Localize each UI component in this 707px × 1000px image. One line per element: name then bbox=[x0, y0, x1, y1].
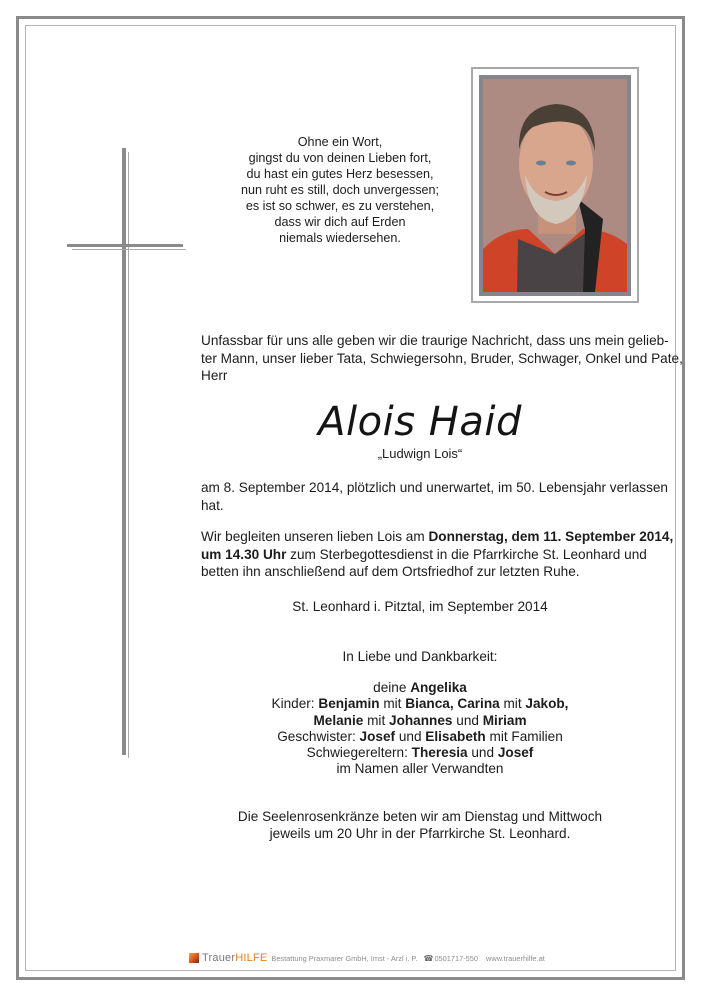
rosary-line: jeweils um 20 Uhr in der Pfarrkirche St. Leonhard. bbox=[269, 826, 571, 841]
poem-line: niemals wiedersehen. bbox=[279, 231, 401, 245]
family-spouse bbox=[180, 680, 660, 696]
place-date: St. Leonhard i. Pitztal, im September 2014 bbox=[292, 599, 548, 614]
rosary-line: Die Seelenrosenkränze beten wir am Dienstag und Mittwoch bbox=[237, 809, 603, 824]
brand-part-2: HILFE bbox=[235, 952, 268, 964]
thanks-heading: In Liebe und Dankbarkeit: bbox=[342, 649, 498, 664]
website-link[interactable]: www.trauerhilfe.at bbox=[486, 953, 545, 963]
death-notice bbox=[201, 479, 668, 514]
announcement-intro bbox=[201, 332, 683, 385]
family-inlaws bbox=[180, 745, 660, 761]
rosary-notice bbox=[180, 808, 660, 842]
family-text: mit bbox=[499, 696, 526, 712]
family-member-name: Melanie bbox=[313, 712, 364, 728]
family-children bbox=[180, 696, 660, 712]
funeral-text: zum Sterbegottesdienst in die Pfarrkirche St. Leonhard und bbox=[286, 546, 647, 562]
deceased-name: Alois Haid bbox=[318, 399, 522, 445]
poem-line: du hast ein gutes Herz besessen, bbox=[246, 167, 434, 181]
family-member-name: Elisabeth bbox=[425, 728, 486, 744]
family-text: mit Familien bbox=[485, 728, 563, 744]
family-label: Kinder: bbox=[271, 696, 319, 712]
funeral-text: Wir begleiten unseren lieben Lois am bbox=[201, 529, 429, 544]
family-member-name: Josef bbox=[359, 728, 396, 744]
family-member-name: Johannes bbox=[389, 712, 453, 728]
company-name: Bestattung Praxmarer GmbH, Imst - Arzl i. P. bbox=[271, 953, 418, 963]
cross-vertical-shadow bbox=[128, 152, 129, 758]
family-text: mit bbox=[379, 696, 406, 712]
death-notice-line: am 8. September 2014, plötzlich und unerwartet, im 50. Lebensjahr verlassen bbox=[201, 480, 668, 495]
family-text: deine bbox=[373, 680, 411, 695]
trauerhilfe-logo-icon bbox=[189, 953, 199, 963]
family-member-name: Jakob, bbox=[525, 696, 569, 712]
cross-vertical-bar bbox=[122, 148, 126, 755]
family-text: und bbox=[452, 712, 483, 728]
cross-horizontal-shadow bbox=[72, 249, 186, 250]
family-children-2 bbox=[180, 713, 660, 729]
brand-part-1: Trauer bbox=[202, 952, 236, 964]
funeral-time: um 14.30 Uhr bbox=[201, 546, 287, 562]
poem-line: gingst du von deinen Lieben fort, bbox=[248, 151, 432, 165]
family-member-name: Josef bbox=[497, 745, 534, 761]
funeral-line-2 bbox=[201, 546, 647, 564]
portrait-photo bbox=[479, 75, 631, 296]
funeral-date: Donnerstag, dem 11. September 2014, bbox=[428, 529, 674, 544]
phone-number: 0501717-550 bbox=[434, 953, 479, 963]
poem bbox=[230, 134, 450, 246]
footer bbox=[189, 951, 545, 965]
funeral-notice bbox=[201, 528, 674, 581]
family-relatives: im Namen aller Verwandten bbox=[336, 761, 504, 777]
brand-name bbox=[202, 952, 267, 964]
family-label: Schwiegereltern: bbox=[306, 745, 412, 761]
family-siblings bbox=[180, 729, 660, 745]
family-member-name: Miriam bbox=[482, 712, 527, 728]
family-text: und bbox=[395, 728, 426, 744]
poem-line: Ohne ein Wort, bbox=[297, 135, 383, 149]
family-text: und bbox=[467, 745, 498, 761]
intro-line: Herr bbox=[201, 368, 228, 383]
deceased-nickname: „Ludwign Lois“ bbox=[377, 446, 463, 461]
poem-line: dass wir dich auf Erden bbox=[274, 215, 406, 229]
family-member-name: Angelika bbox=[410, 680, 467, 695]
cross-horizontal-bar bbox=[67, 244, 183, 247]
portrait-image bbox=[483, 79, 627, 292]
intro-line: Unfassbar für uns alle geben wir die traurige Nachricht, dass uns mein gelieb- bbox=[201, 333, 669, 348]
poem-line: es ist so schwer, es zu verstehen, bbox=[245, 199, 435, 213]
phone-icon: ☎ bbox=[423, 953, 434, 963]
death-notice-line: hat. bbox=[201, 497, 224, 513]
intro-line: ter Mann, unser lieber Tata, Schwiegersohn, Bruder, Schwager, Onkel und Pate, bbox=[201, 350, 683, 366]
family-list bbox=[180, 680, 660, 778]
family-member-name: Bianca, Carina bbox=[405, 696, 500, 712]
family-text: mit bbox=[363, 712, 390, 728]
poem-line: nun ruht es still, doch unvergessen; bbox=[240, 183, 440, 197]
funeral-line-3: betten ihn anschließend auf dem Ortsfriedhof zur letzten Ruhe. bbox=[201, 564, 580, 579]
funeral-line-1 bbox=[201, 528, 674, 546]
family-member-name: Theresia bbox=[411, 745, 468, 761]
family-label: Geschwister: bbox=[277, 728, 360, 744]
family-member-name: Benjamin bbox=[318, 696, 380, 712]
